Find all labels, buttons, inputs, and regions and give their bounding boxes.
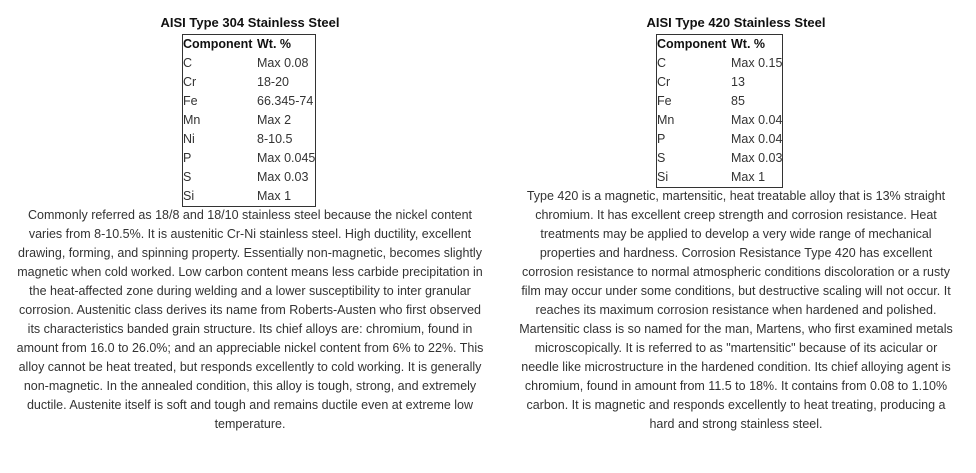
component-cell: Fe	[657, 94, 672, 108]
table-row	[657, 149, 783, 168]
table-row	[657, 92, 783, 111]
weight-cell: Max 0.04	[731, 132, 783, 146]
table-row	[183, 92, 316, 111]
type-420-title: AISI Type 420 Stainless Steel	[646, 15, 826, 30]
type-304-composition-table	[182, 34, 316, 207]
component-cell: Si	[183, 189, 195, 203]
table-row	[183, 149, 316, 168]
weight-cell: Max 0.04	[731, 113, 783, 127]
table-header-row	[657, 35, 783, 55]
table-row	[657, 73, 783, 92]
component-cell: Mn	[183, 113, 201, 127]
weight-cell: Max 0.15	[731, 56, 783, 70]
table-row	[657, 111, 783, 130]
weight-cell: 66.345-74	[257, 94, 314, 108]
component-cell: S	[183, 170, 192, 184]
table-row	[183, 168, 316, 187]
component-cell: C	[183, 56, 193, 70]
column-header-weight: Wt. %	[257, 37, 292, 51]
weight-cell: 13	[731, 75, 745, 89]
table-row	[657, 130, 783, 149]
table-row	[183, 130, 316, 149]
column-header-component: Component	[183, 37, 253, 51]
column-header-component: Component	[657, 37, 727, 51]
component-cell: Ni	[183, 132, 195, 146]
type-304-description: Commonly referred as 18/8 and 18/10 stainless steel because the nickel content varies from 8-10.5%. It is austenitic Cr-Ni stainless steel. High ductility, excellent drawing, forming, and spinning property. Essentially non-magnetic, becomes slightly magnetic when cold worked. Low carbon content means less carbide precipitation in the heat-affected zone during welding and a lower susceptibility to inter granular corrosion. Austenitic class derives its name from Roberts-Austen who first observed its characteristics banded grain structure. Its chief alloys are: chromium, found in amount from 16.0 to 26.0%; and an appreciable nickel content from 6% to 22%. This alloy cannot be heat treated, but responds excellently to cold working. It is generally non-magnetic. In the annealed condition, this alloy is tough, strong, and extremely ductile. Austenite itself is soft and tough and remains ductile even at extreme low temperature.	[16, 208, 484, 431]
weight-cell: Max 2	[257, 113, 292, 127]
table-row	[183, 187, 316, 207]
type-420-description: Type 420 is a magnetic, martensitic, heat treatable alloy that is 13% straight chromium. It has excellent creep strength and corrosion resistance. Heat treatments may be applied to develop a very wide range of mechanical properties and hardness. Corrosion Resistance Type 420 has excellent corrosion resistance to normal atmospheric conditions discoloration or a rusty film may occur under some conditions, but destructive scaling will not occur. It reaches its maximum corrosion resistance when hardened and polished. Martensitic class is so named for the man, Martens, who first examined metals microscopically. It is referred to as "martensitic" because of its acicular or needle like microstructure in the hardened condition. Its chief alloying agent is chromium, found in amount from 11.5 to 18%. It contains from 0.08 to 1.10% carbon. It is magnetic and responds excellently to heat treating, producing a hard and strong stainless steel.	[519, 189, 953, 431]
component-cell: Fe	[183, 94, 198, 108]
component-cell: C	[657, 56, 667, 70]
weight-cell: Max 1	[257, 189, 292, 203]
weight-cell: Max 0.03	[257, 170, 309, 184]
type-304-title: AISI Type 304 Stainless Steel	[160, 15, 340, 30]
type-420-composition-table	[656, 34, 783, 188]
weight-cell: Max 1	[731, 170, 766, 184]
component-cell: P	[657, 132, 666, 146]
component-cell: Si	[657, 170, 669, 184]
component-cell: Mn	[657, 113, 675, 127]
weight-cell: Max 0.08	[257, 56, 309, 70]
table-row	[183, 73, 316, 92]
table-row	[657, 54, 783, 73]
weight-cell: 85	[731, 94, 745, 108]
weight-cell: 18-20	[257, 75, 289, 89]
weight-cell: 8-10.5	[257, 132, 293, 146]
component-cell: Cr	[657, 75, 671, 89]
component-cell: P	[183, 151, 192, 165]
table-header-row	[183, 35, 316, 55]
column-header-weight: Wt. %	[731, 37, 766, 51]
weight-cell: Max 0.03	[731, 151, 783, 165]
component-cell: S	[657, 151, 666, 165]
table-row	[183, 111, 316, 130]
table-row	[183, 54, 316, 73]
component-cell: Cr	[183, 75, 197, 89]
table-row	[657, 168, 783, 188]
weight-cell: Max 0.045	[257, 151, 316, 165]
